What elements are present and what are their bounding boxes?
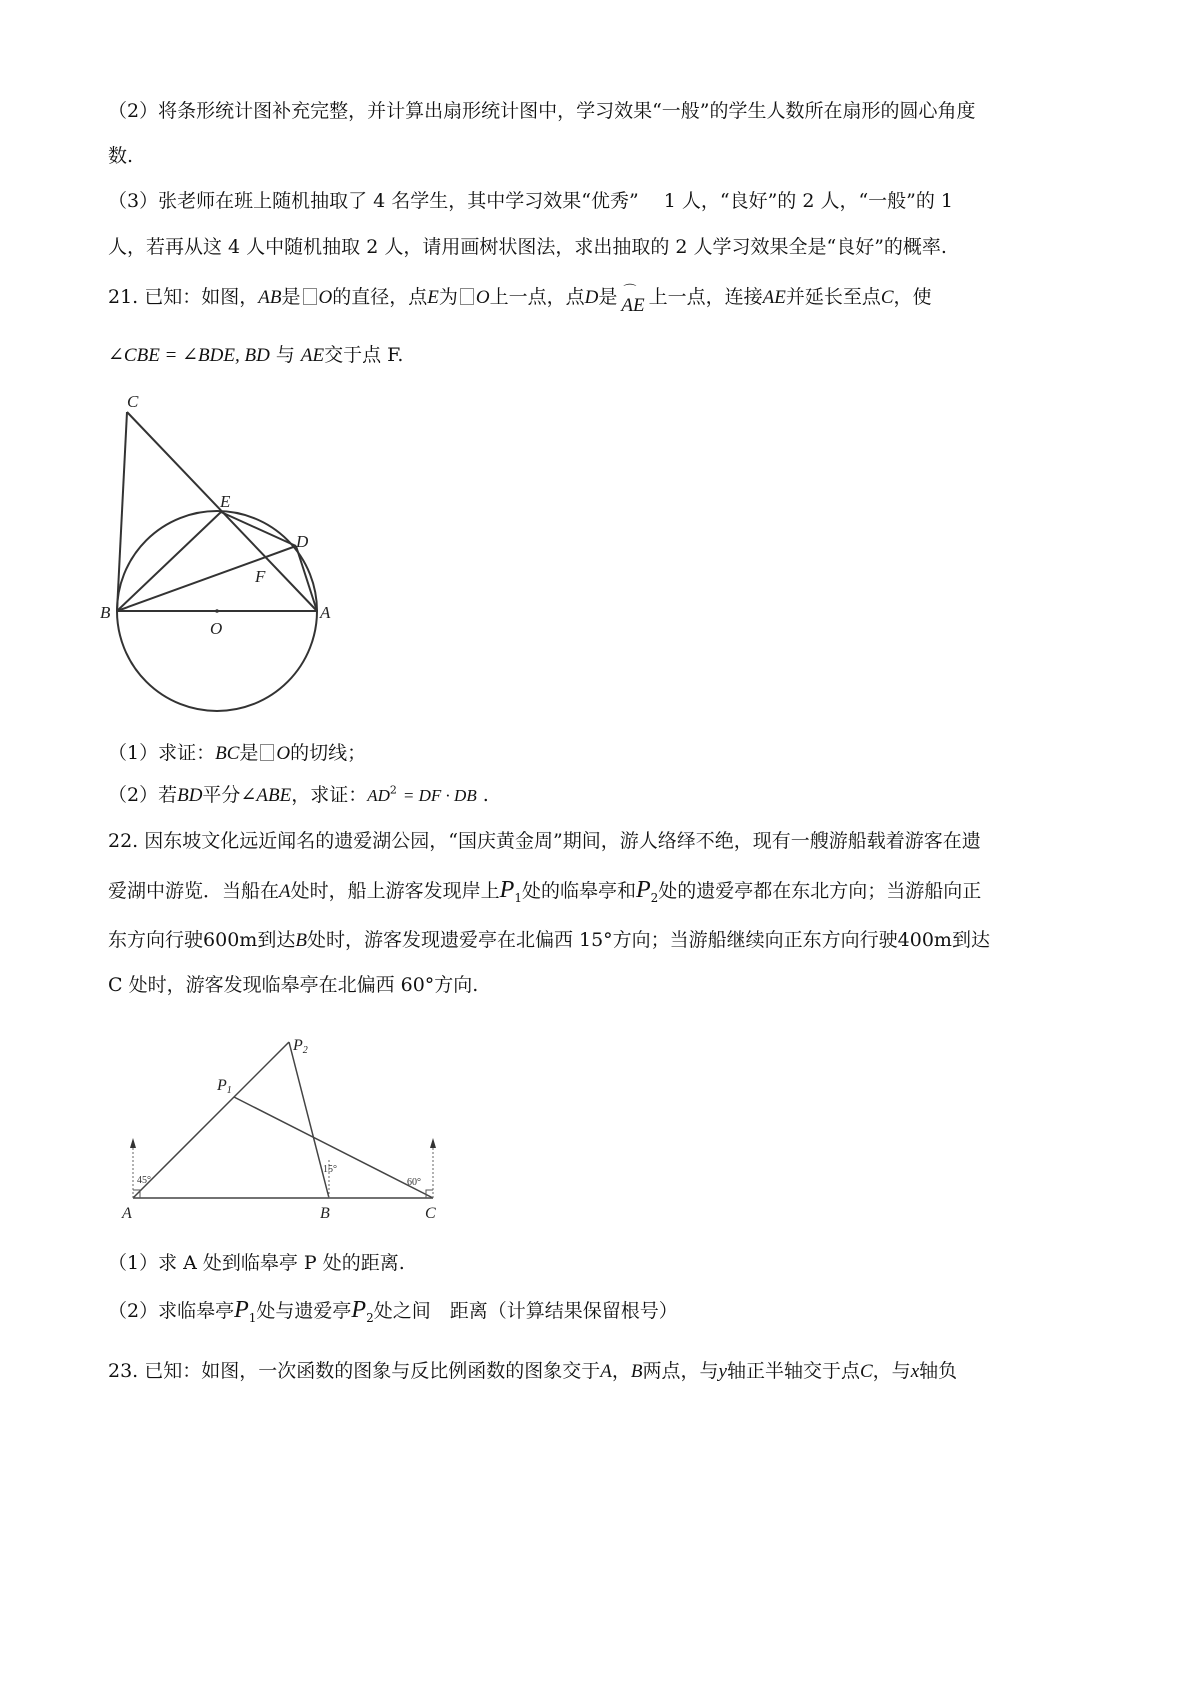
q23-y: y xyxy=(718,1361,727,1382)
q23-text: 已知：如图，一次函数的图象与反比例函数的图象交于 xyxy=(144,1360,601,1382)
q22-text: （2）求临皋亭 xyxy=(108,1300,235,1322)
q22-text: 因东坡文化远近闻名的遗爱湖公园，“国庆黄金周”期间，游人络绎不绝，现有一艘游船载着游客在遗 xyxy=(144,830,981,852)
q23-text: ， xyxy=(611,1360,631,1382)
q23-x: x xyxy=(910,1361,920,1382)
north-arrow-icon xyxy=(130,1138,136,1148)
segment-c-p1 xyxy=(234,1097,433,1198)
q21-e: E xyxy=(427,287,439,308)
q22-part1: （1）求 A 处到临皋亭 P 处的距离. xyxy=(108,1252,405,1274)
q22-stem-line3 xyxy=(108,925,990,952)
q21-text: 平分 xyxy=(202,784,241,806)
q23-text: ，与 xyxy=(872,1360,911,1382)
q21-d: D xyxy=(584,287,599,308)
q21-o: O xyxy=(276,743,291,764)
q23-text: 轴正半轴交于点 xyxy=(726,1360,860,1382)
q21-bd: BD xyxy=(177,785,203,806)
q22-stem-line4: C 处时，游客发现临皋亭在北偏西 60°方向. xyxy=(108,974,479,996)
q21-angle-eq: ∠CBE = ∠BDE, BD xyxy=(108,345,270,366)
q22-text: 东方向行驶 xyxy=(108,929,204,951)
q22-p2: P xyxy=(351,1297,367,1323)
q21-circle-figure xyxy=(95,385,355,725)
q23-a: A xyxy=(600,1361,612,1382)
q21-text: 是 xyxy=(281,286,301,308)
q20-part3-line2: 人，若再从这 4 人中随机抽取 2 人，请用画树状图法，求出抽取的 2 人学习效果全是“良好”的概率. xyxy=(108,236,947,258)
q21-eq-rest: = DF · DB xyxy=(402,786,477,805)
q22-p1: P xyxy=(499,877,515,903)
q21-bc: BC xyxy=(215,743,240,764)
q21-text: 与 xyxy=(275,344,295,366)
circle-symbol-placeholder xyxy=(303,288,317,305)
q22-p1-sub: 1 xyxy=(248,1310,257,1325)
q21-text: 上一点，连接 xyxy=(648,286,763,308)
q22-text: 爱湖中游览．当船在 xyxy=(108,880,280,902)
q23-c: C xyxy=(859,1361,873,1382)
q22-text: 处之间 距离（计算结果保留根号） xyxy=(373,1300,678,1322)
q23-number: 23. xyxy=(108,1360,139,1382)
q20-part3-line1: （3）张老师在班上随机抽取了 4 名学生，其中学习效果“优秀” 1 人，“良好”的 2 人，“一般”的 1 xyxy=(108,190,954,212)
q21-c: C xyxy=(880,287,894,308)
label-o: O xyxy=(210,619,223,638)
q22-text: 处与遗爱亭 xyxy=(256,1300,352,1322)
segment-ed xyxy=(221,512,296,546)
q21-ae: AE xyxy=(762,287,786,308)
label-p2: P2 xyxy=(293,1037,308,1056)
label-c: C xyxy=(127,392,139,411)
label-b: B xyxy=(100,603,111,622)
center-dot xyxy=(215,609,219,613)
north-arrow-icon xyxy=(430,1138,436,1148)
q21-stem-line1 xyxy=(108,282,932,316)
q21-text: ，使 xyxy=(893,286,932,308)
q23-text: 两点，与 xyxy=(642,1360,719,1382)
q21-ae: AE xyxy=(300,345,325,366)
segment-a-p2 xyxy=(133,1042,289,1198)
label-e: E xyxy=(220,492,231,511)
label-c: C xyxy=(425,1205,436,1222)
q21-text: （2）若 xyxy=(108,784,178,806)
q21-text: 的切线； xyxy=(290,742,367,764)
q22-text: 处时，游客发现遗爱亭在北偏西 15°方向；当游船继续向正东方向行驶 xyxy=(306,929,898,951)
q21-text: 是 xyxy=(239,742,259,764)
angle-15-label: 15° xyxy=(323,1164,337,1175)
q22-p2: P xyxy=(635,877,651,903)
q23-stem-line1 xyxy=(108,1356,957,1383)
arc-ae xyxy=(621,284,645,316)
q21-text: 上一点，点 xyxy=(489,286,585,308)
q21-text: 已知：如图， xyxy=(144,286,259,308)
circle-symbol-placeholder xyxy=(260,744,274,761)
label-d: D xyxy=(296,532,309,551)
q21-text: 的直径，点 xyxy=(332,286,428,308)
q22-p1: P xyxy=(234,1297,249,1323)
circle-symbol-placeholder xyxy=(460,288,474,305)
q21-part2 xyxy=(108,780,489,807)
q21-eq-end: . xyxy=(482,784,489,806)
q21-part1 xyxy=(108,738,366,765)
q21-text: ，求证： xyxy=(291,784,368,806)
angle-45-label: 45° xyxy=(137,1175,151,1186)
q21-text: （1）求证： xyxy=(108,742,216,764)
q22-a: A xyxy=(279,881,291,902)
q22-400m: 400m xyxy=(897,929,952,951)
q21-angle-abe: ∠ABE xyxy=(240,785,292,806)
arc-ae-label: AE xyxy=(621,295,645,316)
angle-60-label: 60° xyxy=(407,1177,421,1188)
q22-stem-line2 xyxy=(108,876,981,905)
label-a: A xyxy=(320,603,331,622)
q22-stem-line1 xyxy=(108,826,981,853)
q22-text: 到达 xyxy=(951,929,990,951)
q22-600m: 600m xyxy=(203,929,258,951)
label-f: F xyxy=(255,567,266,586)
q22-text: 到达 xyxy=(257,929,296,951)
q22-b: B xyxy=(295,930,307,951)
q21-eq-base: AD xyxy=(367,786,390,805)
q21-stem-line2 xyxy=(108,340,403,367)
q23-b: B xyxy=(630,1361,643,1382)
label-a: A xyxy=(122,1205,132,1222)
q21-eq-sup: 2 xyxy=(389,783,397,797)
q21-number: 21. xyxy=(108,286,139,308)
q22-p1-sub: 1 xyxy=(514,890,522,905)
q20-part2-line1: （2）将条形统计图补充完整，并计算出扇形统计图中，学习效果“一般”的学生人数所在扇形的圆心角度 xyxy=(108,100,976,122)
q21-text: 并延长至点 xyxy=(785,286,881,308)
q21-text: 为 xyxy=(438,286,458,308)
q22-p2-sub: 2 xyxy=(366,1310,374,1325)
q22-bearing-figure xyxy=(115,1030,455,1230)
q21-o: O xyxy=(475,287,490,308)
label-p1: P1 xyxy=(217,1077,232,1096)
q22-part2 xyxy=(108,1296,678,1325)
q21-text: 是 xyxy=(598,286,618,308)
q22-text: 处的临皋亭和 xyxy=(521,880,636,902)
segment-bd xyxy=(117,546,296,611)
q22-number: 22. xyxy=(108,830,139,852)
arc-symbol-icon: ⌒ xyxy=(623,284,637,299)
q21-text: 交于点 F. xyxy=(324,344,404,366)
q22-text: 处时，船上游客发现岸上 xyxy=(290,880,500,902)
label-b: B xyxy=(320,1205,330,1222)
q22-p2-sub: 2 xyxy=(650,890,659,905)
q21-o: O xyxy=(318,287,333,308)
q21-ab: AB xyxy=(258,287,282,308)
segment-be xyxy=(117,512,221,611)
q22-text: 处的遗爱亭都在东北方向；当游船向正 xyxy=(658,880,982,902)
q20-part2-line2: 数. xyxy=(108,145,134,167)
q23-text: 轴负 xyxy=(919,1360,958,1382)
